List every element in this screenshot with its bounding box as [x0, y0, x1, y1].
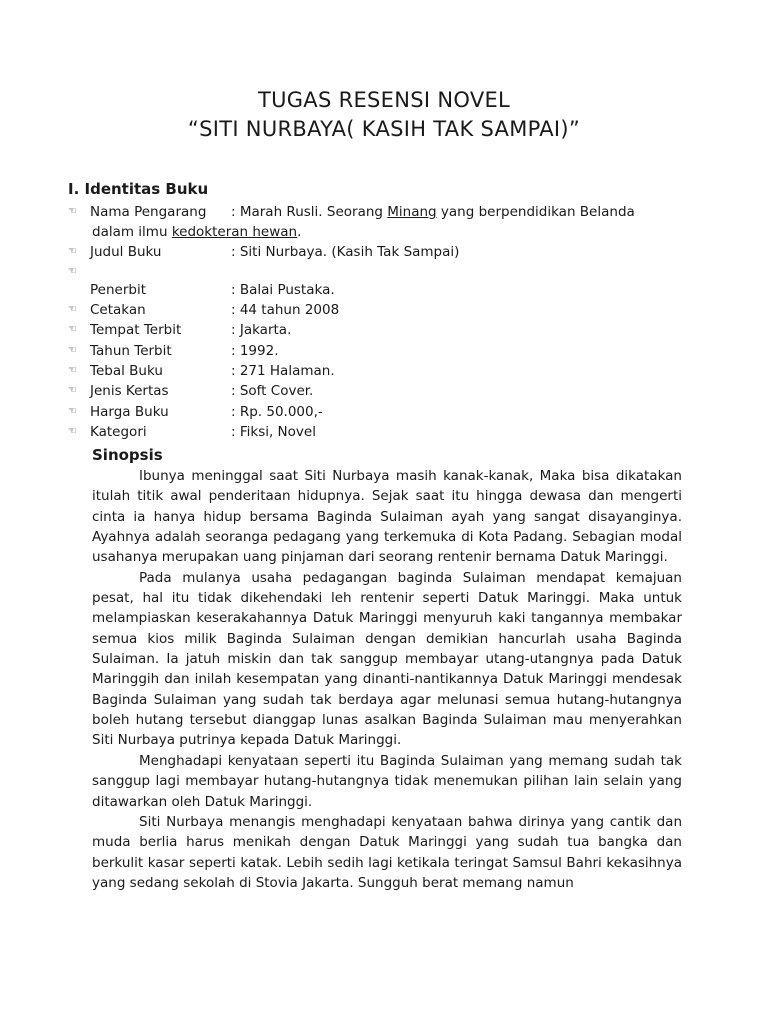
field-value: : Jakarta.	[231, 322, 292, 338]
field-value: : Siti Nurbaya. (Kasih Tak Sampai)	[231, 244, 460, 260]
field-value: : 271 Halaman.	[231, 363, 335, 379]
field-value: : Balai Pustaka.	[231, 282, 335, 298]
document-title: TUGAS RESENSI NOVEL	[257, 88, 511, 112]
field-label: Harga Buku	[90, 404, 169, 420]
pointing-hand-icon: ☜	[68, 385, 77, 396]
synopsis-paragraph: Menghadapi kenyataan seperti itu Baginda Sulaiman yang memang sudah tak sanggup lagi membayar hutang-hutangnya tidak menemukan pilihan lain selain yang ditawarkan oleh Datuk Maringgi.	[92, 752, 682, 810]
field-value: : 1992.	[231, 343, 279, 359]
link-minang[interactable]: Minang	[387, 204, 437, 220]
field-value: : Rp. 50.000,-	[231, 404, 323, 420]
pointing-hand-icon: ☜	[68, 426, 77, 437]
field-label: Nama Pengarang	[90, 204, 207, 220]
field-label: Tahun Terbit	[90, 343, 172, 359]
synopsis-paragraph: Siti Nurbaya menangis menghadapi kenyataan bahwa dirinya yang cantik dan muda berlia harus menikah dengan Datuk Maringgi yang sudah tua bangka dan berkulit kasar seperti katak. Lebih sedih lagi ketikaIa teringat Samsul Bahri kekasihnya yang sedang sekolah di Stovia Jakarta. Sungguh berat memang namun	[92, 813, 682, 891]
field-label: Cetakan	[90, 302, 146, 318]
link-kedokteran-hewan[interactable]: kedokteran hewan	[171, 224, 298, 240]
field-label: Tempat Terbit	[90, 322, 182, 338]
pointing-hand-icon: ☜	[68, 324, 77, 335]
pointing-hand-icon: ☜	[68, 266, 77, 277]
synopsis-heading: Sinopsis	[92, 446, 163, 464]
field-value: : Soft Cover.	[231, 383, 314, 399]
field-label: Tebal Buku	[90, 363, 163, 379]
pointing-hand-icon: ☜	[68, 206, 77, 217]
pointing-hand-icon: ☜	[68, 406, 77, 417]
synopsis-paragraph: Pada mulanya usaha pedagangan baginda Sulaiman mendapat kemajuan pesat, hal itu tidak dikehendaki leh rentenir seperti Datuk Maringgi. Maka untuk melampiaskan keserakahannya Datuk Maringgi menyuruh kaki tangannya membakar semua kios milik Baginda Sulaiman dengan demikian hancurlah usaha Baginda Sulaiman. Ia jatuh miskin dan tak sanggup membayar utang-utangnya pada Datuk Maringgih dan inilah kesempatan yang dinanti-nantikannya Datuk Maringgi mendesak Baginda Sulaiman yang sudah tak berdaya agar melunasi semua hutang-hutangnya boleh hutang tersebut dianggap lunas asalkan Baginda Sulaiman mau menyerahkan Siti Nurbaya putrinya kepada Datuk Maringgi.	[92, 569, 682, 749]
author-continuation: dalam ilmu kedokteran hewan.	[92, 224, 302, 240]
pointing-hand-icon: ☜	[68, 304, 77, 315]
field-label: Kategori	[90, 424, 147, 440]
field-value: : Fiksi, Novel	[231, 424, 316, 440]
field-label: Judul Buku	[90, 244, 162, 260]
field-value: : Marah Rusli. Seorang Minang yang berpendidikan Belanda	[231, 204, 635, 220]
synopsis-paragraph: Ibunya meninggal saat Siti Nurbaya masih kanak-kanak, Maka bisa dikatakan itulah titik awal penderitaan hidupnya. Sejak saat itu hingga dewasa dan mengerti cinta ia hanya hidup bersama Baginda Sulaiman ayah yang sangat disayanginya. Ayahnya adalah seoranga pedagang yang terkemuka di Kota Padang. Sebagian modal usahanya merupakan uang pinjaman dari seorang rentenir bernama Datuk Maringgi.	[92, 468, 682, 566]
field-label: Penerbit	[90, 282, 146, 298]
field-label: Jenis Kertas	[90, 383, 169, 399]
field-value: : 44 tahun 2008	[231, 302, 340, 318]
synopsis-body	[92, 466, 682, 893]
identity-heading: I. Identitas Buku	[68, 180, 209, 198]
pointing-hand-icon: ☜	[68, 365, 77, 376]
pointing-hand-icon: ☜	[68, 246, 77, 257]
novel-title: “SITI NURBAYA( KASIH TAK SAMPAI)”	[187, 117, 581, 141]
pointing-hand-icon: ☜	[68, 345, 77, 356]
